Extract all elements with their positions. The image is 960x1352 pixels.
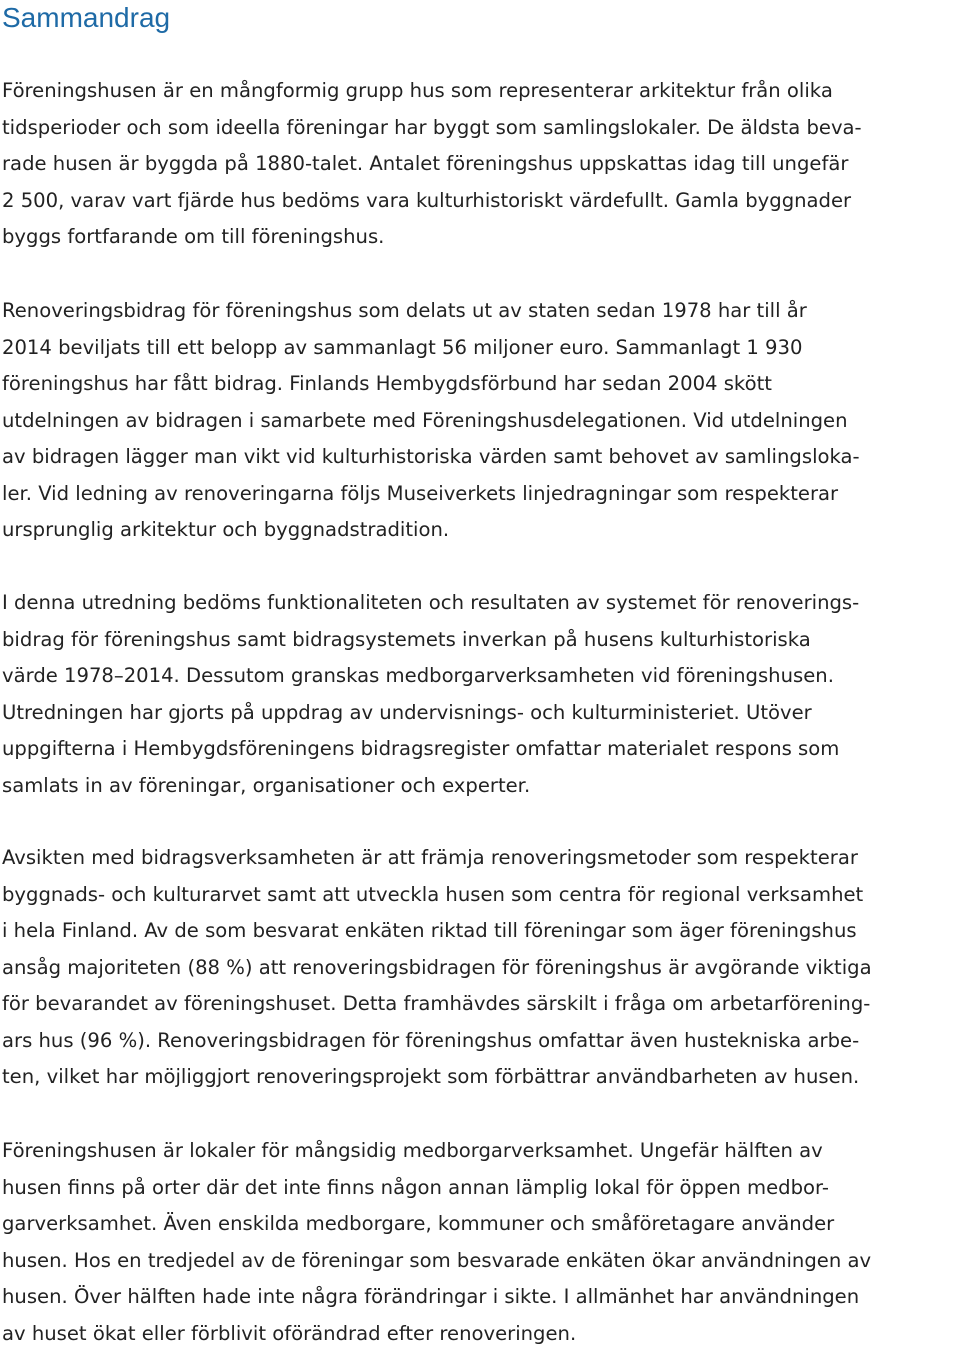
paragraph-line: Föreningshusen är lokaler för mångsidig medborgarverksamhet. Ungefär hälften av [2, 1133, 952, 1170]
paragraph-line: Utredningen har gjorts på uppdrag av undervisnings- och kulturministeriet. Utöver [2, 695, 952, 732]
paragraph-line: ars hus (96 %). Renoveringsbidragen för föreningshus omfattar även hustekniska arbe- [2, 1023, 952, 1060]
paragraph-5 [2, 1133, 952, 1352]
paragraph-line: Avsikten med bidragsverksamheten är att främja renoveringsmetoder som respekterar [2, 840, 952, 877]
paragraph-line: husen. Över hälften hade inte några förändringar i sikte. I allmänhet har användningen [2, 1279, 952, 1316]
paragraph-line: rade husen är byggda på 1880-talet. Antalet föreningshus uppskattas idag till ungefär [2, 146, 952, 183]
paragraph-line: 2 500, varav vart fjärde hus bedöms vara kulturhistoriskt värdefullt. Gamla byggnader [2, 183, 952, 220]
paragraph-line: i hela Finland. Av de som besvarat enkäten riktad till föreningar som äger föreningshus [2, 913, 952, 950]
paragraph-line: tidsperioder och som ideella föreningar har byggt som samlingslokaler. De äldsta beva- [2, 110, 952, 147]
paragraph-line: ten, vilket har möjliggjort renoveringsprojekt som förbättrar användbarheten av husen. [2, 1059, 952, 1096]
paragraph-line: garverksamhet. Även enskilda medborgare, kommuner och småföretagare använder [2, 1206, 952, 1243]
paragraph-1 [2, 73, 952, 256]
paragraph-line: Renoveringsbidrag för föreningshus som delats ut av staten sedan 1978 har till år [2, 293, 952, 330]
paragraph-2 [2, 293, 952, 549]
page-title: Sammandrag [2, 0, 170, 36]
paragraph-line: av bidragen lägger man vikt vid kulturhistoriska värden samt behovet av samlingsloka- [2, 439, 952, 476]
paragraph-line: samlats in av föreningar, organisationer och experter. [2, 768, 952, 805]
paragraph-line: Föreningshusen är en mångformig grupp hus som representerar arkitektur från olika [2, 73, 952, 110]
paragraph-line: byggnads- och kulturarvet samt att utveckla husen som centra för regional verksamhet [2, 877, 952, 914]
paragraph-line: för bevarandet av föreningshuset. Detta framhävdes särskilt i fråga om arbetarförening- [2, 986, 952, 1023]
paragraph-line: husen finns på orter där det inte finns någon annan lämplig lokal för öppen medbor- [2, 1170, 952, 1207]
paragraph-4 [2, 840, 952, 1096]
paragraph-line: 2014 beviljats till ett belopp av sammanlagt 56 miljoner euro. Sammanlagt 1 930 [2, 330, 952, 367]
paragraph-line: värde 1978–2014. Dessutom granskas medborgarverksamheten vid föreningshusen. [2, 658, 952, 695]
paragraph-line: husen. Hos en tredjedel av de föreningar som besvarade enkäten ökar användningen av [2, 1243, 952, 1280]
paragraph-line: I denna utredning bedöms funktionaliteten och resultaten av systemet för renoverings- [2, 585, 952, 622]
paragraph-line: föreningshus har fått bidrag. Finlands Hembygdsförbund har sedan 2004 skött [2, 366, 952, 403]
paragraph-line: byggs fortfarande om till föreningshus. [2, 219, 952, 256]
paragraph-line: bidrag för föreningshus samt bidragsystemets inverkan på husens kulturhistoriska [2, 622, 952, 659]
paragraph-line: utdelningen av bidragen i samarbete med Föreningshusdelegationen. Vid utdelningen [2, 403, 952, 440]
paragraph-line: ansåg majoriteten (88 %) att renoveringsbidragen för föreningshus är avgörande viktiga [2, 950, 952, 987]
paragraph-line: ursprunglig arkitektur och byggnadstradition. [2, 512, 952, 549]
paragraph-3 [2, 585, 952, 804]
paragraph-line: uppgifterna i Hembygdsföreningens bidragsregister omfattar materialet respons som [2, 731, 952, 768]
paragraph-line: ler. Vid ledning av renoveringarna följs Museiverkets linjedragningar som respekterar [2, 476, 952, 513]
paragraph-line: av huset ökat eller förblivit oförändrad efter renoveringen. [2, 1316, 952, 1352]
